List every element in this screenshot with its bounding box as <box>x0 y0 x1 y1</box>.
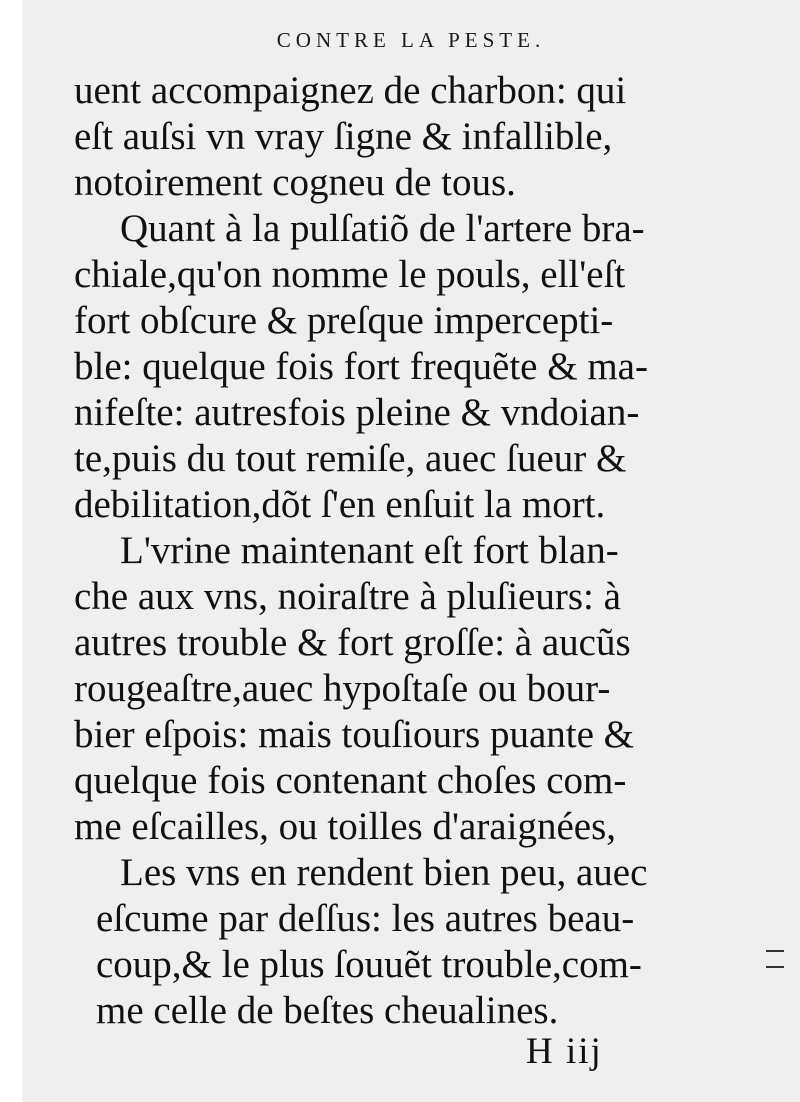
text-line: eſt auſsi vn vray ſigne & infallible, <box>74 115 613 158</box>
paragraph-start-line: Les vns en rendent bien peu, auec <box>120 851 648 894</box>
text-line: chiale,qu'on nomme le pouls, ell'eſt <box>74 253 626 296</box>
text-line: autres trouble & fort groſſe: à aucũs <box>74 621 631 664</box>
text-line: quelque fois contenant choſes com- <box>74 759 627 802</box>
signature-mark: H iij <box>526 1031 603 1072</box>
paragraph-start-line: Quant à la pulſatiõ de l'artere bra- <box>120 207 645 250</box>
text-line: me eſcailles, ou toilles d'araignées, <box>74 805 617 848</box>
text-line: me celle de beſtes cheualines. <box>96 989 559 1032</box>
text-line: debilitation,dõt ſ'en enſuit la mort. <box>74 483 606 526</box>
text-line: notoirement cogneu de tous. <box>74 161 516 204</box>
text-line: uent accompaignez de charbon: qui <box>74 69 627 112</box>
text-line: coup,& le plus ſouuẽt trouble,com- <box>96 943 642 986</box>
text-line: che aux vns, noiraſtre à pluſieurs: à <box>74 575 621 618</box>
text-line: nifeſte: autresfois pleine & vndoian- <box>74 391 640 434</box>
page-body <box>74 68 764 1034</box>
text-line: eſcume par deſſus: les autres beau- <box>96 897 635 940</box>
book-page <box>22 0 800 1102</box>
paragraph-start-line: L'vrine maintenant eſt fort blan- <box>120 529 619 572</box>
running-head: CONTRE LA PESTE. <box>276 28 546 52</box>
line-end-mark <box>766 950 784 968</box>
text-line: rougeaſtre,auec hypoſtaſe ou bour- <box>74 667 611 710</box>
page-gutter <box>0 0 24 1102</box>
text-line: fort obſcure & preſque impercepti- <box>74 299 614 342</box>
text-line: te,puis du tout remiſe, auec ſueur & <box>74 437 627 480</box>
text-line: ble: quelque fois fort frequẽte & ma- <box>74 345 648 388</box>
text-line: bier eſpois: mais touſiours puante & <box>74 713 634 756</box>
